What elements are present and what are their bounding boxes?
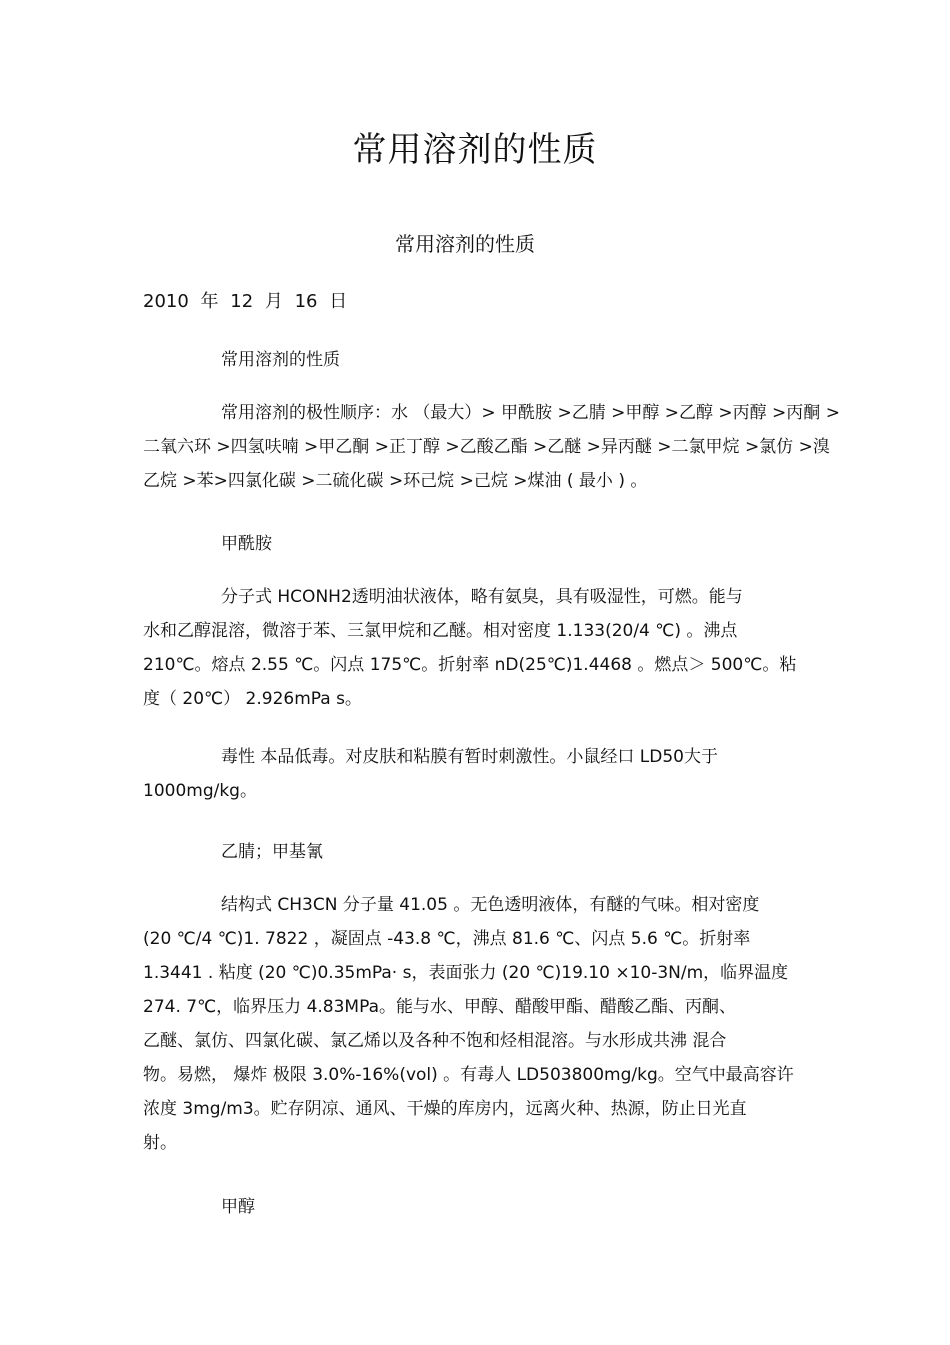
paragraph-line: (20 ℃/4 ℃)1. 7822 ，凝固点 -43.8 ℃，沸点 81.6 ℃、闪点 5.6 ℃。折射率 [143,929,751,949]
paragraph-line: 乙烷 >苯>四氯化碳 >二硫化碳 >环己烷 >己烷 >煤油 ( 最小 ) 。 [143,471,648,491]
paragraph-line: 水和乙醇混溶，微溶于苯、三氯甲烷和乙醚。相对密度 1.133(20/4 ℃) 。沸点 [143,621,738,641]
paragraph-line: 1.3441 . 粘度 (20 ℃)0.35mPa· s，表面张力 (20 ℃)19.10 ×10-3N/m，临界温度 [143,963,789,983]
methanol-heading: 甲醇 [221,1197,255,1217]
paragraph-line: 射。 [143,1133,177,1153]
document-subtitle: 常用溶剂的性质 [395,232,535,256]
polarity-paragraph [143,396,840,498]
paragraph-line: 浓度 3mg/m3。贮存阴凉、通风、干燥的库房内，远离火种、热源，防止日光直 [143,1099,747,1119]
paragraph-line: 210℃。熔点 2.55 ℃。闪点 175℃。折射率 nD(25℃)1.4468 。燃点＞ 500℃。粘 [143,655,797,675]
acetonitrile-description [143,888,833,1160]
paragraph-line: 二氧六环 >四氢呋喃 >甲乙酮 >正丁醇 >乙酸乙酯 >乙醚 >异丙醚 >二氯甲烷 >氯仿 >溴 [143,437,830,457]
paragraph-line: 274. 7℃，临界压力 4.83MPa。能与水、甲醇、醋酸甲酯、醋酸乙酯、丙酮、 [143,997,736,1017]
formamide-heading: 甲酰胺 [221,534,272,554]
paragraph-line: 度（ 20℃） 2.926mPa s。 [143,689,362,709]
formamide-toxicity [143,740,833,808]
paragraph-line: 1000mg/kg。 [143,781,257,801]
document-date: 2010 年 12 月 16 日 [143,291,348,312]
formamide-description [143,580,833,716]
acetonitrile-heading: 乙腈；甲基氰 [221,842,323,862]
paragraph-line: 毒性 本品低毒。对皮肤和粘膜有暂时刺激性。小鼠经口 LD50大于 [221,747,718,767]
paragraph-line: 分子式 HCONH2透明油状液体，略有氨臭，具有吸湿性，可燃。能与 [221,587,743,607]
document-title: 常用溶剂的性质 [352,130,598,170]
paragraph-line: 乙醚、氯仿、四氯化碳、氯乙烯以及各种不饱和烃相混溶。与水形成共沸 混合 [143,1031,727,1051]
paragraph-line: 结构式 CH3CN 分子量 41.05 。无色透明液体，有醚的气味。相对密度 [221,895,760,915]
paragraph-line: 物。易燃， 爆炸 极限 3.0%-16%(vol) 。有毒人 LD503800mg/kg。空气中最高容许 [143,1065,794,1085]
paragraph-line: 常用溶剂的极性顺序：水 （最大）> 甲酰胺 >乙腈 >甲醇 >乙醇 >丙醇 >丙酮 > [221,403,840,423]
section-intro-heading: 常用溶剂的性质 [221,350,340,370]
